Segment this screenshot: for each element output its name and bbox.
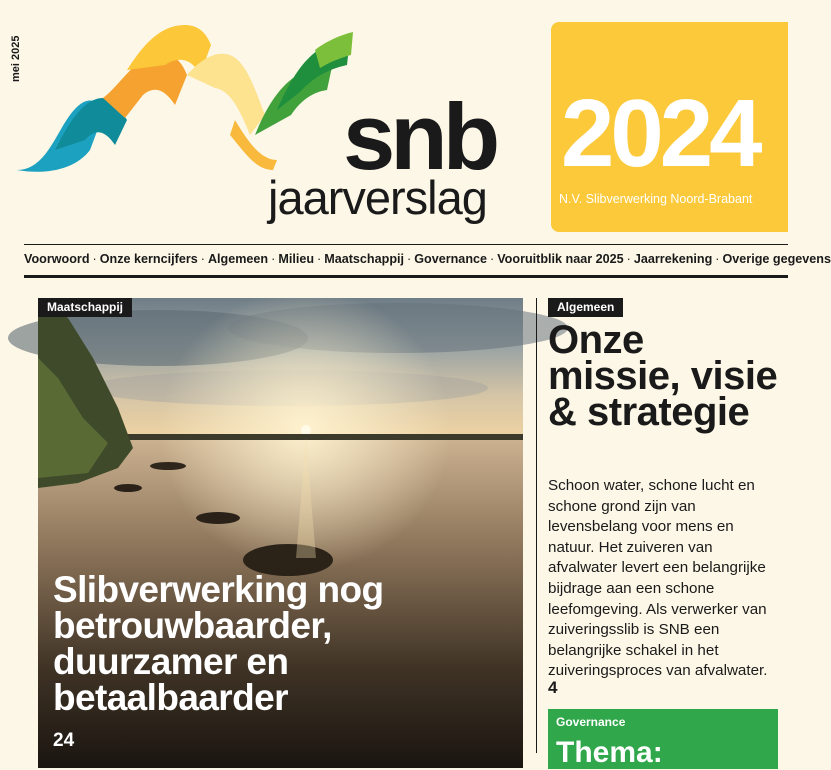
nav-separator: ·: [407, 252, 412, 266]
organization-name: N.V. Slibverwerking Noord-Brabant: [559, 192, 753, 206]
nav-item-algemeen[interactable]: Algemeen: [207, 252, 269, 266]
side-article-category: Algemeen: [548, 298, 623, 317]
nav-separator: ·: [715, 252, 720, 266]
main-article-category: Maatschappij: [38, 298, 132, 317]
nav-top-rule: [24, 244, 788, 245]
snb-logo-wave-icon: [15, 20, 355, 180]
main-article-title[interactable]: Slibverwerking nog betrouwbaarder, duurzamer en betaalbaarder: [53, 569, 384, 718]
nav-item-overige-gegevens[interactable]: Overige gegevens: [722, 252, 831, 266]
nav-item-maatschappij[interactable]: Maatschappij: [324, 252, 405, 266]
nav-bottom-rule: [24, 275, 788, 278]
nav-item-milieu[interactable]: Milieu: [278, 252, 315, 266]
nav-item-kerncijfers[interactable]: Onze kerncijfers: [99, 252, 198, 266]
side-article-body: Schoon water, schone lucht en schone grond zijn van levensbelang voor mens en natuur. Het zuiveren van afvalwater levert een belangrijke bijdrage aan een schone leefomgeving. Als verwerker van zuiveringsslib is SNB een belangrijke schakel in het zuiveringsproces van afvalwater.: [548, 477, 768, 680]
nav-separator: ·: [271, 252, 276, 266]
next-article-category: Governance: [556, 715, 626, 729]
report-year: 2024: [561, 80, 759, 187]
column-divider: [536, 298, 537, 753]
nav-separator: ·: [626, 252, 631, 266]
brand-name: snb: [343, 84, 496, 189]
nav-separator: ·: [317, 252, 322, 266]
next-article-card[interactable]: [548, 709, 778, 769]
main-nav: [24, 252, 831, 266]
nav-separator: ·: [490, 252, 495, 266]
side-article-page: 4: [548, 678, 558, 697]
year-box: [551, 22, 788, 232]
issue-date-text: mei 2025: [10, 35, 22, 82]
nav-item-governance[interactable]: Governance: [414, 252, 488, 266]
main-article-page: 24: [53, 730, 75, 751]
nav-item-vooruitblik[interactable]: Vooruitblik naar 2025: [497, 252, 624, 266]
next-article-title: Thema:: [556, 736, 663, 769]
nav-item-jaarrekening[interactable]: Jaarrekening: [633, 252, 713, 266]
nav-separator: ·: [200, 252, 205, 266]
report-subtitle: jaarverslag: [268, 171, 487, 224]
side-article-title[interactable]: Onze missie, visie & strategie: [548, 318, 778, 434]
nav-separator: ·: [92, 252, 97, 266]
nav-item-voorwoord[interactable]: Voorwoord: [24, 252, 90, 266]
